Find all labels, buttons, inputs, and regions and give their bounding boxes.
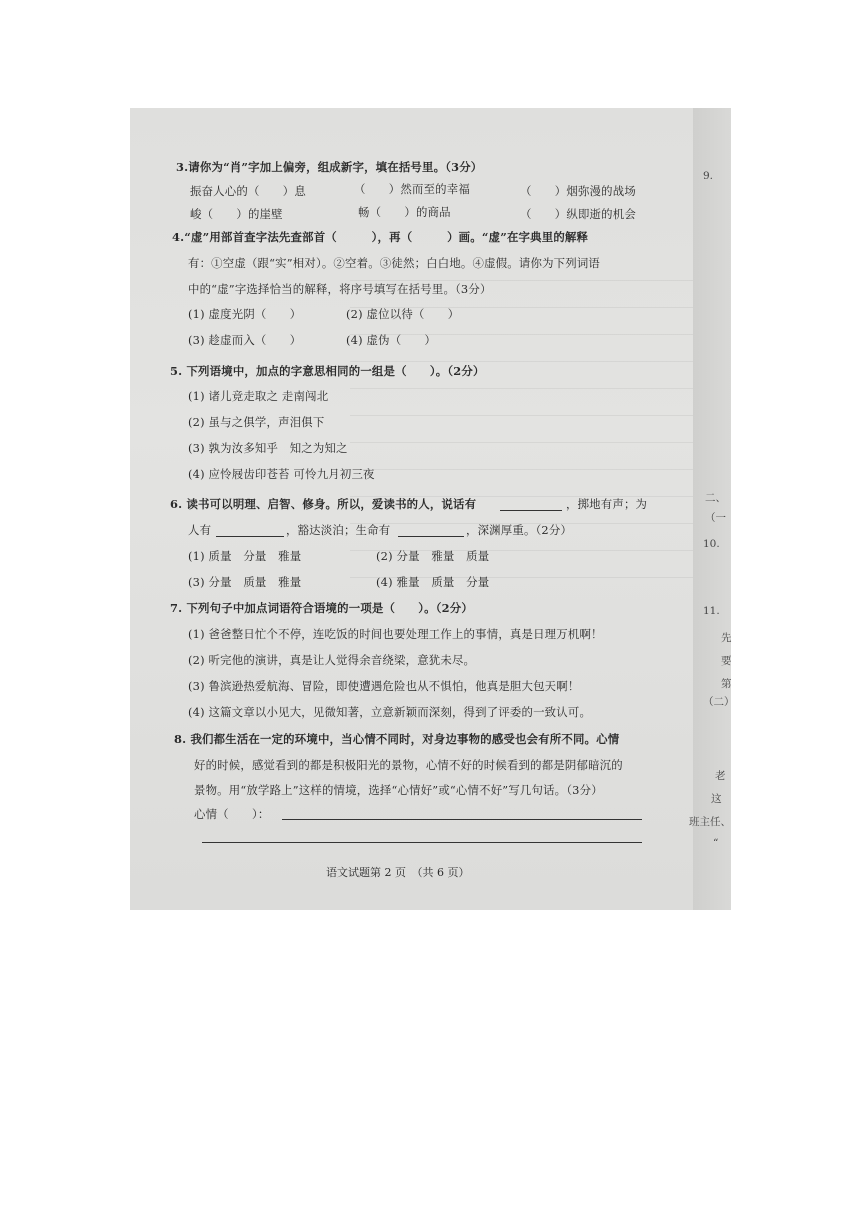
q8-answer-line <box>282 819 642 820</box>
margin-fragment: “ <box>713 837 719 849</box>
q6-line: ，豁达淡泊；生命有 <box>286 523 391 537</box>
q8-answer-label: 心情（ ）： <box>194 807 270 821</box>
margin-fragment: 11. <box>703 605 720 617</box>
q4-line: 4.“虚”用部首查字法先查部首（ ），再（ ）画。“虚”在字典里的解释 <box>172 230 589 244</box>
q6-item: (4) 雅量 质量 分量 <box>376 575 490 589</box>
page-footer: 语文试题第 2 页 （共 6 页） <box>326 866 470 879</box>
margin-fragment: 第 <box>721 678 732 690</box>
q3-item: 峻（ ）的崖壁 <box>190 207 283 221</box>
q3-item: 畅（ ）的商品 <box>358 205 451 219</box>
q8-answer-line <box>202 842 642 843</box>
q5-item: (1) 诸儿竞走取之 走南闯北 <box>188 389 329 403</box>
q6-item: (2) 分量 雅量 质量 <box>376 549 490 563</box>
q7-title: 7. 下列句子中加点词语符合语境的一项是（ ）。（2分） <box>170 601 473 615</box>
margin-fragment: 班主任、 <box>689 816 731 828</box>
margin-fragment: 老 <box>715 770 726 782</box>
q6-line: ，掷地有声；为 <box>566 497 648 511</box>
q4-item: (3) 趁虚而入（ ） <box>188 333 302 347</box>
adjacent-page-edge <box>689 108 735 910</box>
q6-blank-2 <box>216 536 284 537</box>
margin-fragment: （一 <box>705 512 726 524</box>
q4-item: (2) 虚位以待（ ） <box>346 307 460 321</box>
q5-item: (3) 孰为汝多知乎 知之为知之 <box>188 441 348 455</box>
q8-line: 8. 我们都生活在一定的环境中，当心情不同时，对身边事物的感受也会有所不同。心情 <box>174 732 620 746</box>
q6-blank-3 <box>398 536 464 537</box>
q7-item: (3) 鲁滨逊热爱航海、冒险，即使遭遇危险也从不惧怕，他真是胆大包天啊！ <box>188 679 580 693</box>
q4-item: (1) 虚度光阴（ ） <box>188 307 302 321</box>
q7-item: (1) 爸爸整日忙个不停，连吃饭的时间也要处理工作上的事情，真是日理万机啊！ <box>188 627 603 641</box>
q8-line: 景物。用“放学路上”这样的情境，选择“心情好”或“心情不好”写几句话。（3分） <box>194 783 603 797</box>
q5-item: (4) 应怜屐齿印苍苔 可怜九月初三夜 <box>188 467 375 481</box>
margin-fragment: 二、 <box>705 492 726 504</box>
q4-line: 有：①空虚（跟“实”相对）。②空着。③徒然；白白地。④虚假。请你为下列词语 <box>188 256 601 270</box>
q8-line: 好的时候，感觉看到的都是积极阳光的景物，心情不好的时候看到的都是阴郁暗沉的 <box>194 758 623 772</box>
q4-item: (4) 虚伪（ ） <box>346 333 437 347</box>
margin-fragment: 先 <box>721 632 732 644</box>
q3-item: （ ）然而至的幸福 <box>354 182 470 196</box>
q3-item: 振奋人心的（ ）息 <box>190 184 306 198</box>
q6-item: (1) 质量 分量 雅量 <box>188 549 302 563</box>
q4-line: 中的“虚”字选择恰当的解释，将序号填写在括号里。（3分） <box>188 282 492 296</box>
q7-item: (2) 听完他的演讲，真是让人觉得余音绕梁，意犹未尽。 <box>188 653 476 667</box>
margin-fragment: 9. <box>703 170 714 182</box>
q6-blank-1 <box>500 510 562 511</box>
q3-item: （ ）纵即逝的机会 <box>520 207 636 221</box>
q3-item: （ ）烟弥漫的战场 <box>520 184 636 198</box>
exam-page-photo <box>130 108 731 910</box>
margin-fragment: 10. <box>703 538 720 550</box>
q5-title: 5. 下列语境中，加点的字意思相同的一组是（ ）。（2分） <box>170 364 485 378</box>
q6-line: 6. 读书可以明理、启智、修身。所以，爱读书的人，说话有 <box>170 497 477 511</box>
q6-item: (3) 分量 质量 雅量 <box>188 575 302 589</box>
margin-fragment: 这 <box>711 793 722 805</box>
margin-fragment: （二） <box>703 696 735 708</box>
q7-item: (4) 这篇文章以小见大，见微知著，立意新颖而深刻，得到了评委的一致认可。 <box>188 705 592 719</box>
q6-line: ，深渊厚重。（2分） <box>466 523 573 537</box>
q5-item: (2) 虽与之俱学，声泪俱下 <box>188 415 325 429</box>
q3-title: 3.请你为“肖”字加上偏旁，组成新字，填在括号里。（3分） <box>176 160 483 174</box>
margin-fragment: 要 <box>721 655 732 667</box>
q6-line: 人有 <box>188 523 212 537</box>
